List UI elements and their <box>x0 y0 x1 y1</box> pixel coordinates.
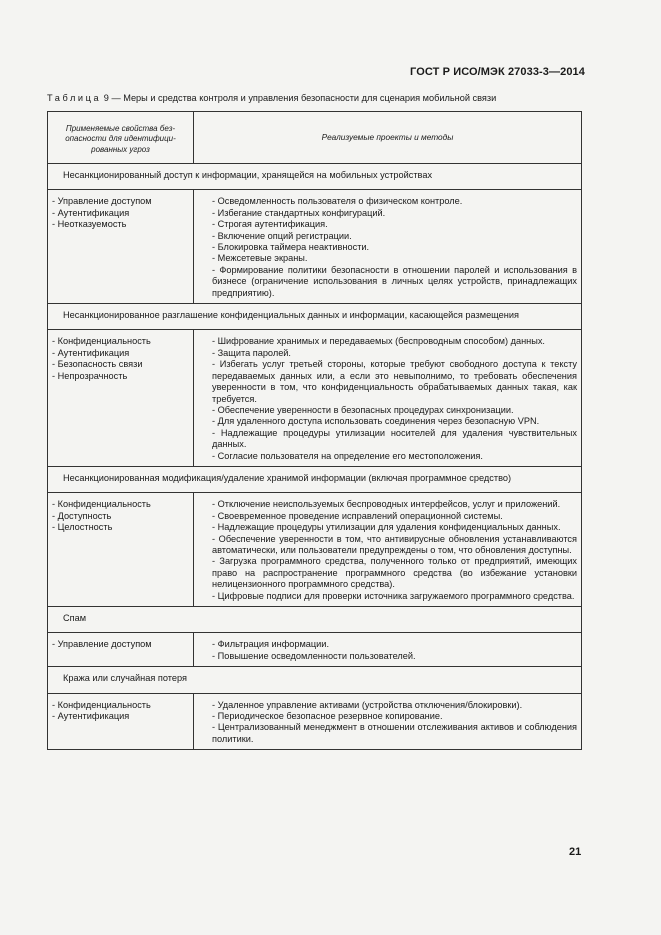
security-properties-cell <box>48 693 194 750</box>
methods-cell <box>194 190 582 304</box>
section-content-row <box>48 190 582 304</box>
method-item: - Удаленное управление активами (устройства отключения/блокировки). <box>212 699 523 710</box>
section-title-row <box>48 304 582 330</box>
section-title: Спам <box>48 607 582 633</box>
section-title: Кража или случайная потеря <box>48 667 582 693</box>
security-property: - Непрозрачность <box>52 370 128 381</box>
method-item: - Обеспечение уверенности в безопасных процедурах синхронизации. <box>212 404 514 415</box>
section-title: Несанкционированная модификация/удаление хранимой информации (включая программное средство) <box>48 466 582 492</box>
methods-cell <box>194 693 582 750</box>
security-property: - Аутентификация <box>52 347 130 358</box>
method-item: - Блокировка таймера неактивности. <box>212 242 370 253</box>
security-property: - Конфиденциальность <box>52 336 151 347</box>
method-item: - Надлежащие процедуры утилизации носителей для удаления чувствительных данных. <box>212 427 577 450</box>
method-item: - Строгая аутентификация. <box>212 219 328 230</box>
method-item: - Формирование политики безопасности в отношении паролей и использования в бизнесе (ограничение использования в личных целях устройств, принадлежащих предприятию). <box>212 264 577 298</box>
method-item: - Отключение неиспользуемых беспроводных интерфейсов, услуг и приложений. <box>212 499 561 510</box>
method-item: - Согласие пользователя на определение его местоположения. <box>212 450 483 461</box>
method-item: - Осведомленность пользователя о физическом контроле. <box>212 196 463 207</box>
section-title: Несанкционированное разглашение конфиденциальных данных и информации, касающейся размещения <box>48 304 582 330</box>
column-header-methods: Реализуемые проекты и методы <box>194 112 582 164</box>
methods-cell <box>194 633 582 667</box>
section-content-row <box>48 330 582 466</box>
method-item: - Своевременное проведение исправлений операционной системы. <box>212 510 503 521</box>
security-property: - Конфиденциальность <box>52 699 151 710</box>
section-content-row <box>48 633 582 667</box>
caption-prefix: Таблица <box>47 93 102 103</box>
section-content-row <box>48 693 582 750</box>
table-header-row <box>48 112 582 164</box>
security-property: - Аутентификация <box>52 207 130 218</box>
method-item: - Избегать услуг третьей стороны, которые требуют свободного доступа к тексту передаваемых данных или, а если это невыполнимо, то требовать обеспечения уверенности в том, что конфиденциальность обрабатываемых данных такая, как требуется. <box>212 359 577 404</box>
methods-cell <box>194 330 582 466</box>
method-item: - Включение опций регистрации. <box>212 230 352 241</box>
method-item: - Защита паролей. <box>212 347 291 358</box>
method-item: - Для удаленного доступа использовать соединения через безопасную VPN. <box>212 416 540 427</box>
security-property: - Доступность <box>52 510 112 521</box>
page-number: 21 <box>569 846 582 858</box>
security-property: - Неотказуемость <box>52 219 127 230</box>
security-property: - Управление доступом <box>52 196 152 207</box>
section-title-row <box>48 466 582 492</box>
security-property: - Целостность <box>52 522 113 533</box>
section-content-row <box>48 493 582 607</box>
document-standard-header: ГОСТ Р ИСО/МЭК 27033-3—2014 <box>410 66 585 78</box>
security-properties-cell <box>48 633 194 667</box>
method-item: - Межсетевые экраны. <box>212 253 308 264</box>
method-item: - Шифрование хранимых и передаваемых (беспроводным способом) данных. <box>212 336 545 347</box>
caption-title: 9 — Меры и средства контроля и управления безопасности для сценария мобильной связи <box>101 93 497 103</box>
method-item: - Загрузка программного средства, полученного только от предприятий, имеющих право на распространение программного средства (во избежание установки нелицензионного программного средства). <box>212 556 577 590</box>
method-item: - Повышение осведомленности пользователей. <box>212 650 416 661</box>
method-item: - Цифровые подписи для проверки источника загружаемого программного средства. <box>212 590 575 601</box>
methods-cell <box>194 493 582 607</box>
section-title-row <box>48 164 582 190</box>
method-item: - Периодическое безопасное резервное копирование. <box>212 711 443 722</box>
method-item: - Избегание стандартных конфигураций. <box>212 207 386 218</box>
security-property: - Конфиденциальность <box>52 499 151 510</box>
method-item: - Надлежащие процедуры утилизации для удаления конфиденциальных данных. <box>212 522 561 533</box>
section-title-row <box>48 607 582 633</box>
security-property: - Безопасность связи <box>52 359 143 370</box>
method-item: - Централизованный менеджмент в отношении отслеживания активов и соблюдения политики. <box>212 722 577 744</box>
table-caption <box>47 93 627 103</box>
security-property: - Аутентификация <box>52 711 130 722</box>
method-item: - Обеспечение уверенности в том, что антивирусные обновления устанавливаются автоматически, или пользователи предупреждены о том, что обновления доступны. <box>212 533 577 555</box>
security-properties-cell <box>48 493 194 607</box>
section-title-row <box>48 667 582 693</box>
security-properties-cell <box>48 190 194 304</box>
security-property: - Управление доступом <box>52 639 152 650</box>
security-controls-table <box>47 111 582 750</box>
security-properties-cell <box>48 330 194 466</box>
column-header-properties: Применяемые свойства без-опасности для идентифици-рованных угроз <box>48 112 194 164</box>
method-item: - Фильтрация информации. <box>212 639 329 650</box>
section-title: Несанкционированный доступ к информации, хранящейся на мобильных устройствах <box>48 164 582 190</box>
